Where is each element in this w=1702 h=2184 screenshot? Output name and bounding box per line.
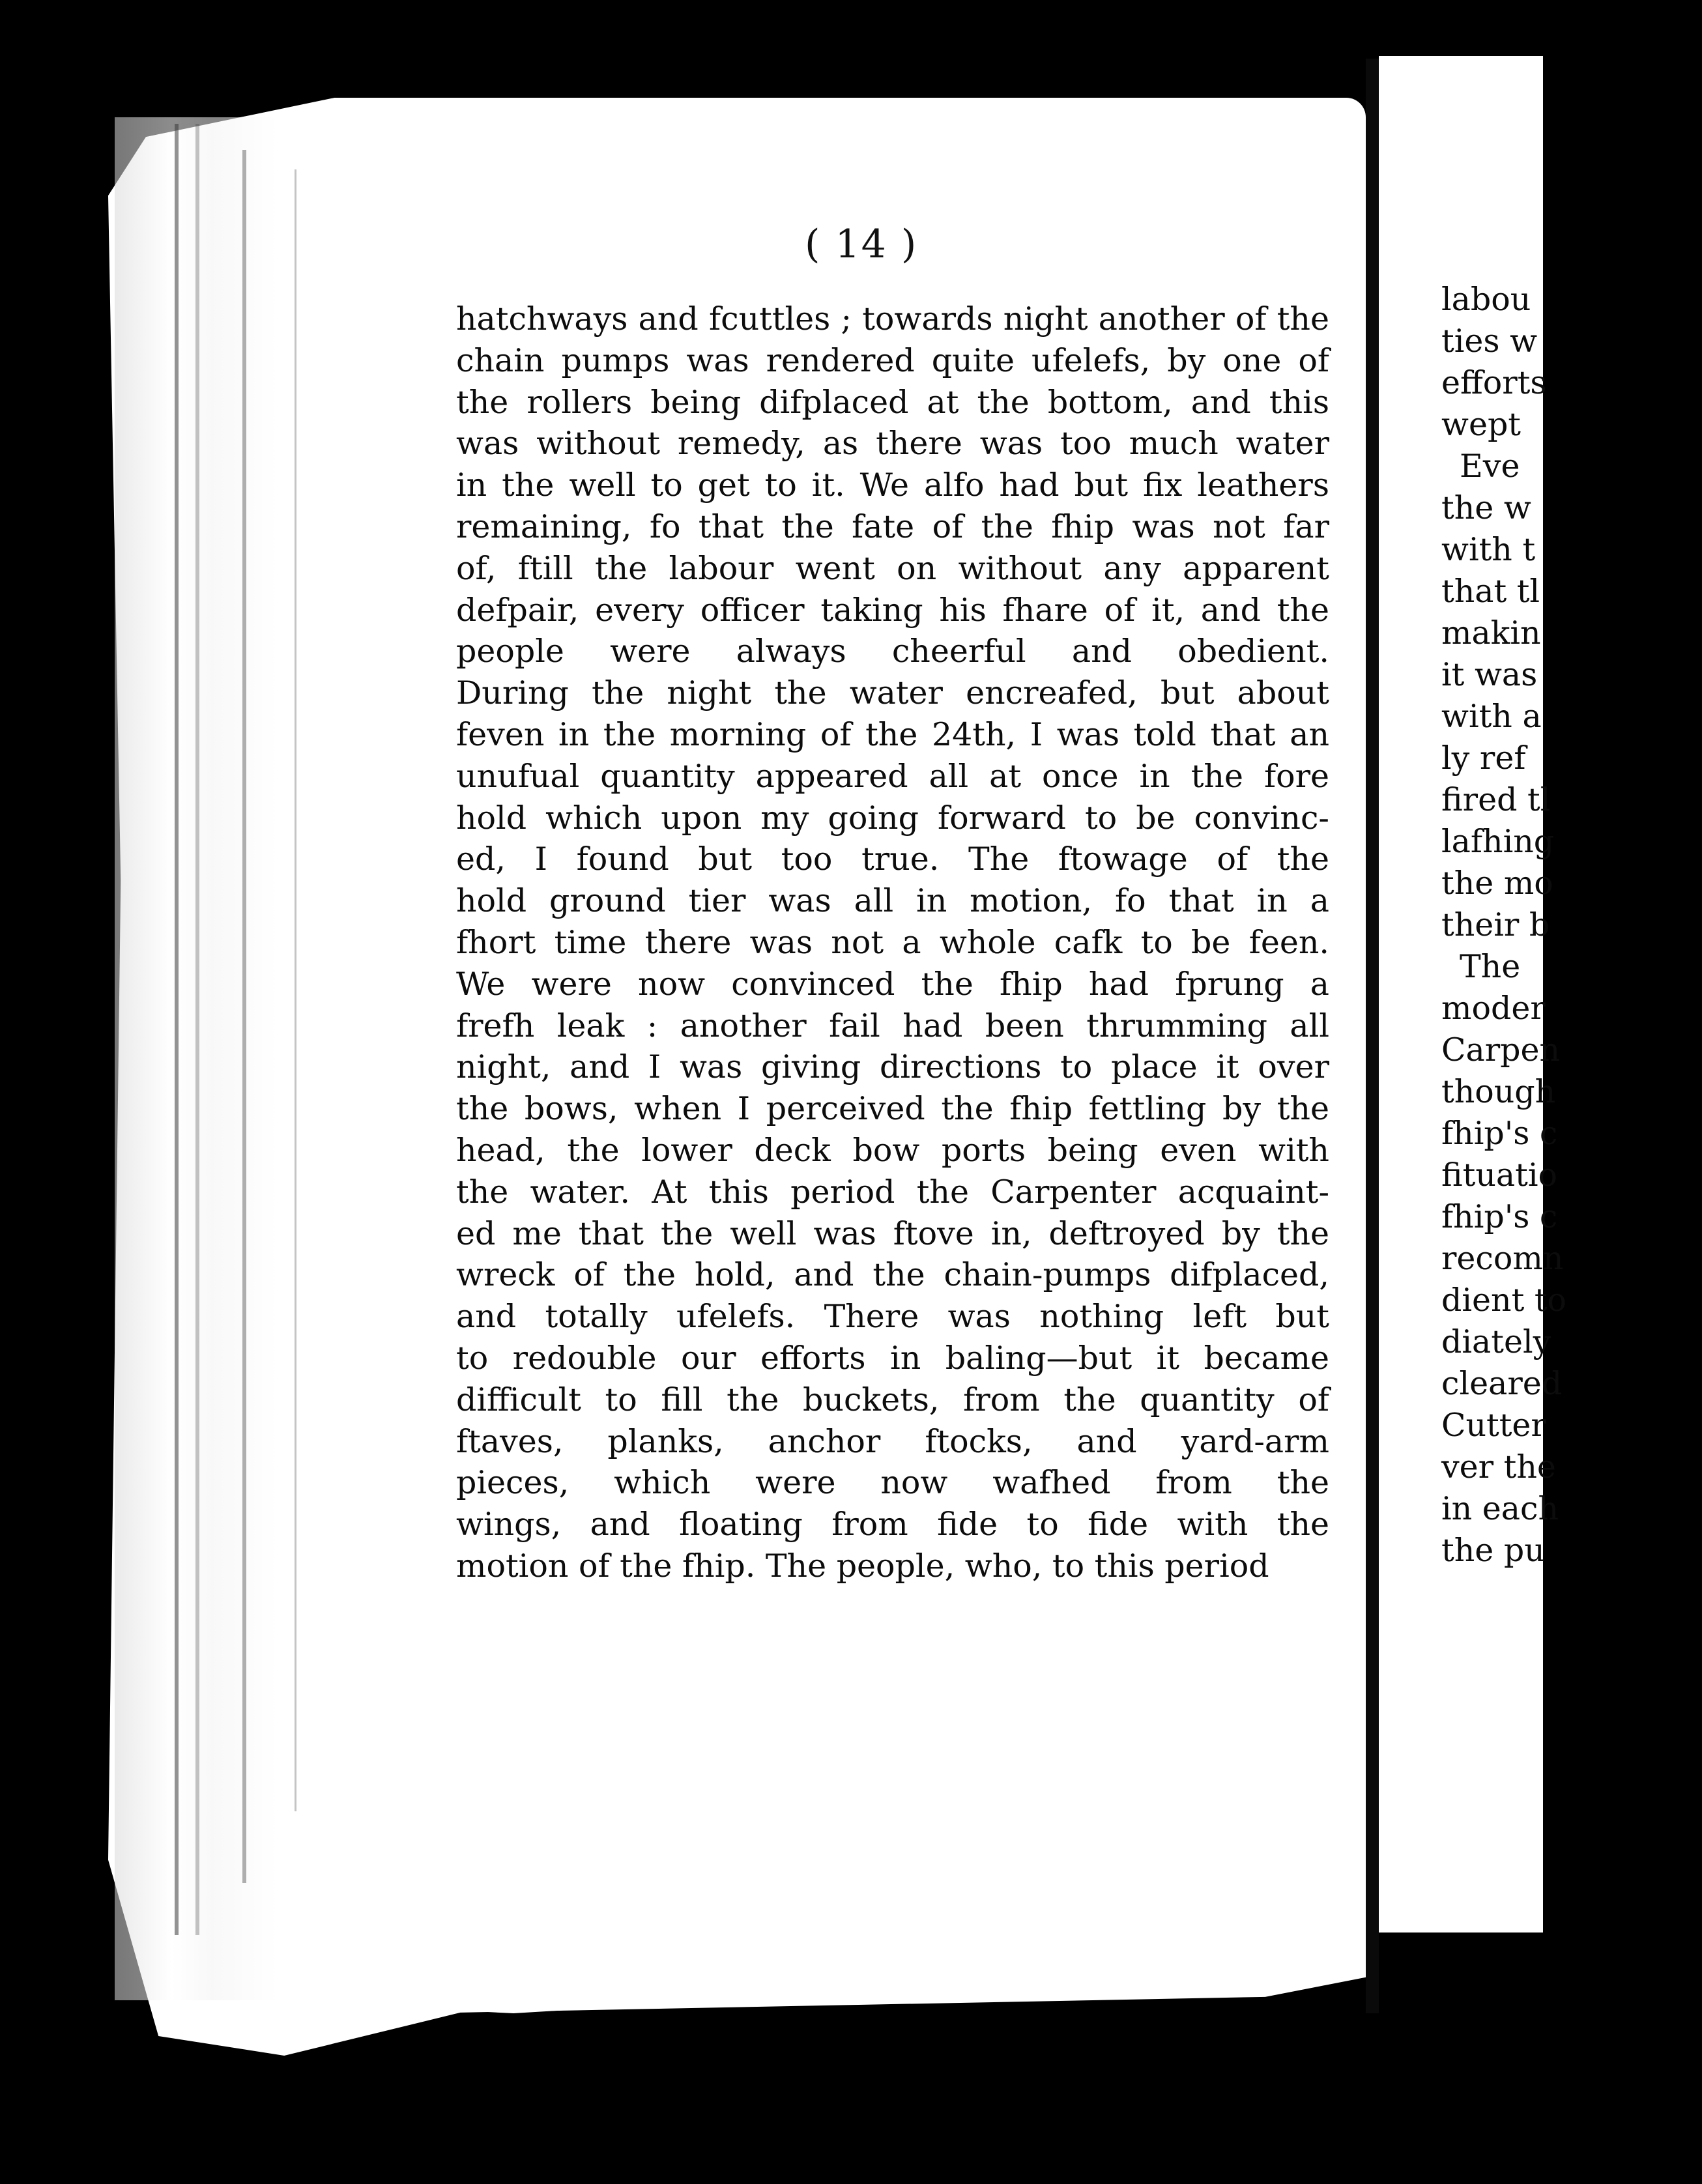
text-line: the rollers being difplaced at the bottom, and this [456,383,1329,421]
right-page-line: with t [1441,531,1536,568]
right-page-line: Cutter [1441,1407,1546,1444]
right-page-line: fhip's c [1441,1198,1558,1235]
text-line: motion of the fhip. The people, who, to this period [456,1547,1269,1585]
text-line: the water. At this period the Carpenter acquaint- [456,1173,1329,1211]
right-page-line: fituatio [1441,1157,1558,1194]
page-number: ( 14 ) [805,222,918,267]
text-line: ed, I found but too true. The ftowage of the [456,841,1329,878]
right-page-line: Carpen [1441,1031,1561,1069]
text-line: chain pumps was rendered quite ufelefs, by one of [456,341,1329,379]
right-page-line: cleared [1441,1365,1563,1402]
right-page-line: the pu [1441,1532,1545,1569]
right-page-text [1441,279,1702,1572]
text-line: ftaves, planks, anchor ftocks, and yard-arm [456,1422,1329,1460]
right-page-line: moder [1441,990,1546,1027]
right-page-line: ties w [1441,323,1538,360]
text-line: and totally ufelefs. There was nothing left but [456,1298,1329,1336]
text-line: wreck of the hold, and the chain-pumps difplaced, [456,1256,1329,1294]
left-page-text [456,298,1329,1587]
right-page-line: wept [1441,406,1521,443]
text-line: We were now convinced the fhip had fprung a [456,965,1329,1003]
page-edge-line [295,169,296,1811]
text-line: hold which upon my going forward to be convinc- [456,799,1329,837]
right-page-line: dient to [1441,1282,1567,1319]
text-line: ed me that the well was ftove in, deftroyed by the [456,1214,1329,1252]
book-gutter [1366,59,1379,2013]
right-page-line: the mo [1441,865,1553,902]
right-page-line: The [1460,948,1521,985]
right-page-line: it was [1441,656,1538,693]
right-page-line: lafhing [1441,823,1555,860]
right-page-line: ver the [1441,1448,1556,1486]
text-line: wings, and floating from fide to fide with the [456,1506,1329,1544]
text-line: the bows, when I perceived the fhip fettling by the [456,1090,1329,1128]
text-line: to redouble our efforts in baling—but it became [456,1339,1329,1377]
text-line: hold ground tier was all in motion, fo that in a [456,882,1329,920]
right-page-line: makin [1441,614,1541,652]
right-page-line: their b [1441,906,1550,943]
text-line: fhort time there was not a whole cafk to be feen. [456,923,1329,961]
text-line: During the night the water encreafed, but about [456,674,1329,712]
right-page-line: though [1441,1073,1556,1110]
page-edge-line [195,124,199,1935]
right-page-line: in each [1441,1490,1559,1527]
right-page-line: diately [1441,1323,1551,1360]
text-line: unufual quantity appeared all at once in the fore [456,757,1329,795]
right-page-line: Eve [1460,448,1520,485]
right-page-line: that tl [1441,573,1540,610]
right-page-line: labou [1441,281,1531,318]
text-line: in the well to get to it. We alfo had but fix leathers [456,467,1329,504]
text-line: head, the lower deck bow ports being even with [456,1131,1329,1169]
text-line: remaining, fo that the fate of the fhip was not far [456,508,1329,545]
page-edge-line [242,150,246,1883]
right-page-line: recomn [1441,1240,1564,1277]
text-line: hatchways and fcuttles ; towards night another of the [456,300,1329,338]
right-page-line: efforts [1441,364,1547,401]
text-line: feven in the morning of the 24th, I was told that an [456,715,1329,753]
text-line: difficult to fill the buckets, from the quantity of [456,1381,1329,1418]
text-line: frefh leak : another fail had been thrumming all [456,1007,1329,1044]
right-page-line: ly ref [1441,740,1526,777]
page-edge-line [175,124,179,1935]
text-line: pieces, which were now wafhed from the [456,1464,1329,1502]
right-page-line: fhip's c [1441,1115,1558,1152]
right-page-line: the w [1441,489,1531,526]
text-line: people were always cheerful and obedient. [456,633,1329,670]
right-page-line: with a [1441,698,1542,735]
text-line: of, ftill the labour went on without any apparent [456,549,1329,587]
right-page-line: fired tl [1441,781,1551,818]
text-line: was without remedy, as there was too much water [456,425,1329,463]
text-line: night, and I was giving directions to place it over [456,1048,1329,1086]
text-line: defpair, every officer taking his fhare of it, and the [456,591,1329,629]
